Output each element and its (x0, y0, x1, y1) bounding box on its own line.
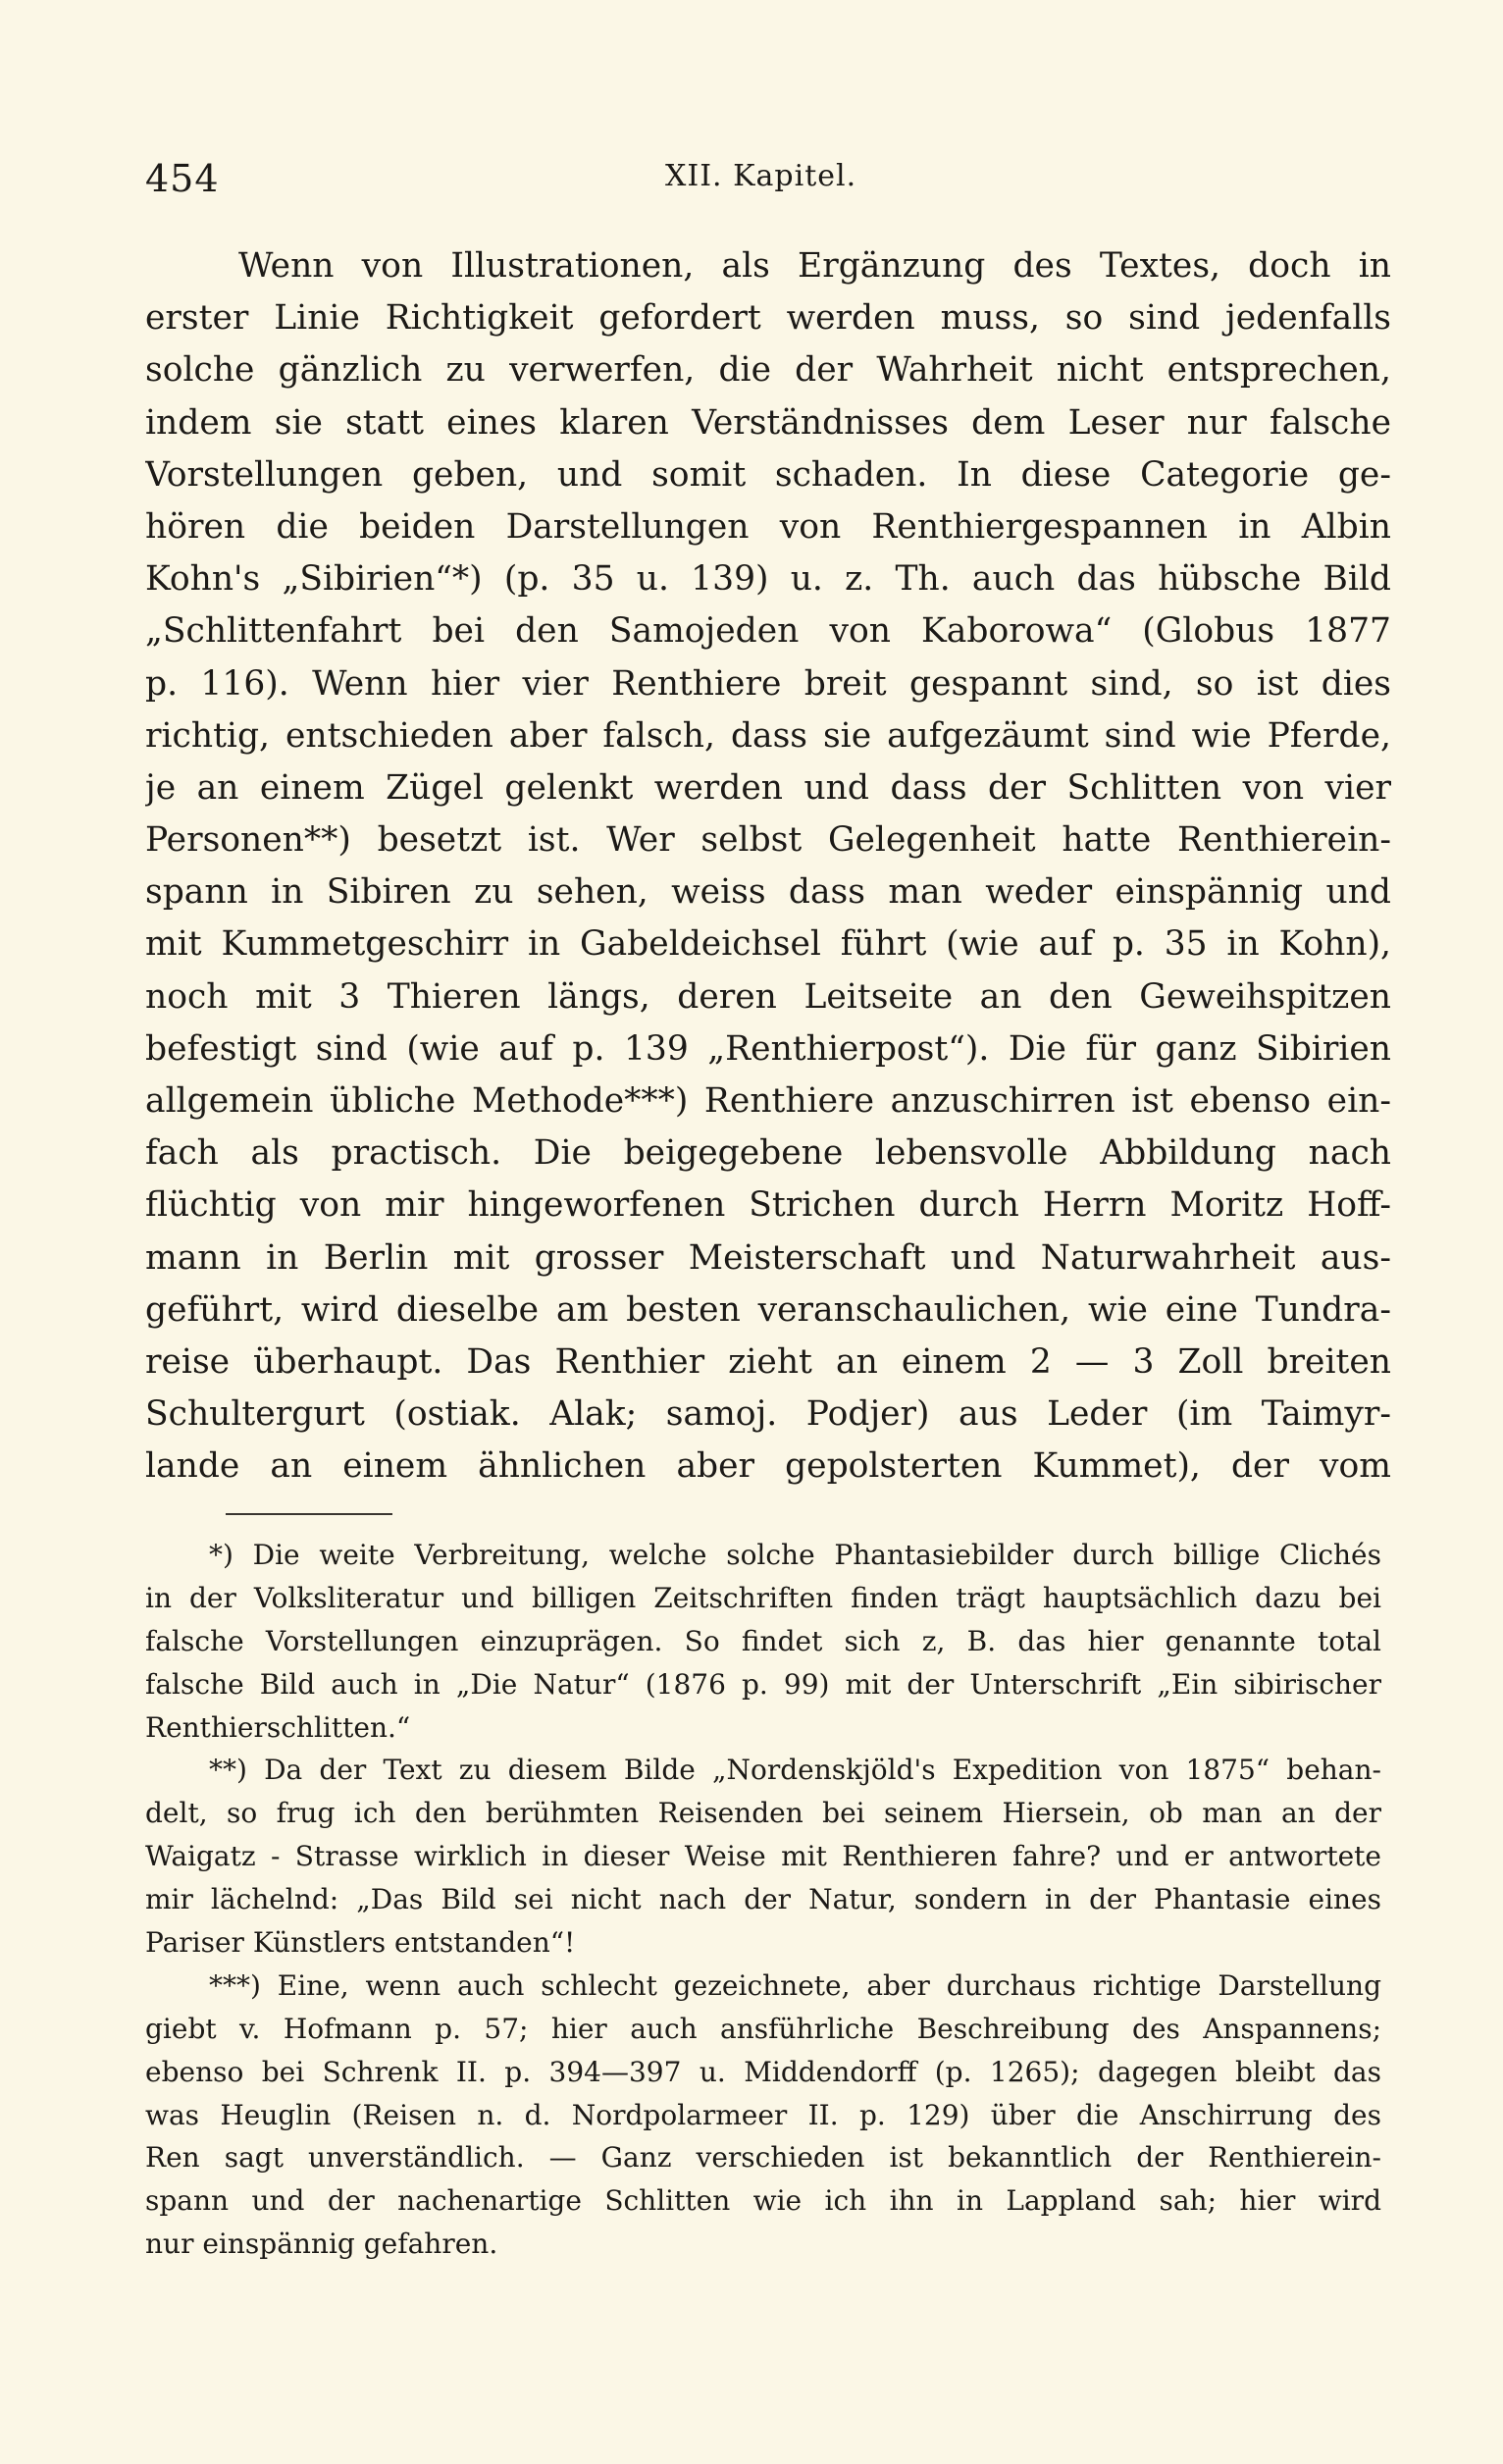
text-line: hören die beiden Darstellungen von Renthiergespannen in Albin (145, 506, 1391, 547)
text-line: Personen**) besetzt ist. Wer selbst Gelegenheit hatte Renthierein- (145, 820, 1391, 861)
text-line: Schultergurt (ostiak. Alak; samoj. Podjer) aus Leder (im Taimyr- (145, 1394, 1391, 1435)
text-line: Wenn von Illustrationen, als Ergänzung des Textes, doch in (238, 246, 1391, 286)
footnote-line: was Heuglin (Reisen n. d. Nordpolarmeer II. p. 129) über die Anschirrung des (145, 2098, 1381, 2131)
footnote-line: ***) Eine, wenn auch schlecht gezeichnete, aber durchaus richtige Darstellung (209, 1968, 1381, 2002)
text-line: je an einem Zügel gelenkt werden und dass der Schlitten von vier (145, 767, 1391, 808)
running-head: XII. Kapitel. (665, 159, 857, 193)
footnote-line: giebt v. Hofmann p. 57; hier auch ansführliche Beschreibung des Anspannens; (145, 2012, 1381, 2045)
footnote-line: Pariser Künstlers entstanden“! (145, 1926, 576, 1960)
text-line: Vorstellungen geben, und somit schaden. In diese Categorie ge- (145, 454, 1391, 495)
text-line: spann in Sibiren zu sehen, weiss dass man weder einspännig und (145, 872, 1391, 913)
footnote-line: Ren sagt unverständlich. — Ganz verschieden ist bekanntlich der Renthierein- (145, 2141, 1381, 2175)
footnote-line: Renthierschlitten.“ (145, 1710, 411, 1744)
text-line: lande an einem ähnlichen aber gepolsterten Kummet), der vom (145, 1446, 1391, 1487)
text-line: richtig, entschieden aber falsch, dass sie aufgezäumt sind wie Pferde, (145, 715, 1391, 756)
text-line: geführt, wird dieselbe am besten veranschaulichen, wie eine Tundra- (145, 1289, 1391, 1330)
text-line: „Schlittenfahrt bei den Samojeden von Kaborowa“ (Globus 1877 (145, 611, 1391, 652)
text-line: reise überhaupt. Das Renthier zieht an einem 2 — 3 Zoll breiten (145, 1341, 1391, 1382)
footnote-line: spann und der nachenartige Schlitten wie ich ihn in Lappland sah; hier wird (145, 2184, 1381, 2218)
text-line: fach als practisch. Die beigegebene lebensvolle Abbildung nach (145, 1133, 1391, 1174)
footnote-line: falsche Vorstellungen einzuprägen. So findet sich z, B. das hier genannte total (145, 1624, 1381, 1657)
text-line: solche gänzlich zu verwerfen, die der Wahrheit nicht entsprechen, (145, 350, 1391, 391)
main-text (145, 240, 1391, 1494)
text-line: Kohn's „Sibirien“*) (p. 35 u. 139) u. z. Th. auch das hübsche Bild (145, 559, 1391, 600)
text-line: noch mit 3 Thieren längs, deren Leitseite an den Geweihspitzen (145, 976, 1391, 1017)
footnote-line: Waigatz - Strasse wirklich in dieser Weise mit Renthieren fahre? und er antwortete (145, 1840, 1381, 1873)
footnote-line: ebenso bei Schrenk II. p. 394—397 u. Middendorff (p. 1265); dagegen bleibt das (145, 2055, 1381, 2088)
text-line: mit Kummetgeschirr in Gabeldeichsel führt (wie auf p. 35 in Kohn), (145, 924, 1391, 965)
text-line: befestigt sind (wie auf p. 139 „Renthierpost“). Die für ganz Sibirien (145, 1028, 1391, 1069)
footnote-line: mir lächelnd: „Das Bild sei nicht nach der Natur, sondern in der Phantasie eines (145, 1883, 1381, 1916)
footnote-line: *) Die weite Verbreitung, welche solche Phantasiebilder durch billige Clichés (209, 1539, 1381, 1571)
footnotes (145, 1534, 1381, 2266)
footnote-line: delt, so frug ich den berühmten Reisenden bei seinem Hiersein, ob man an der (145, 1797, 1381, 1830)
text-line: allgemein übliche Methode***) Renthiere anzuschirren ist ebenso ein- (145, 1081, 1391, 1121)
footnote-line: nur einspännig gefahren. (145, 2228, 498, 2261)
footnote-line: **) Da der Text zu diesem Bilde „Nordenskjöld's Expedition von 1875“ behan- (209, 1754, 1381, 1787)
text-line: flüchtig von mir hingeworfenen Strichen durch Herrn Moritz Hoff- (145, 1185, 1391, 1226)
text-line: p. 116). Wenn hier vier Renthiere breit gespannt sind, so ist dies (145, 663, 1391, 704)
footnote-line: in der Volksliteratur und billigen Zeitschriften finden trägt hauptsächlich dazu bei (145, 1581, 1381, 1614)
page-header (145, 147, 1391, 206)
footnote-separator (226, 1513, 392, 1515)
text-line: mann in Berlin mit grosser Meisterschaft und Naturwahrheit aus- (145, 1237, 1391, 1278)
text-line: indem sie statt eines klaren Verständnisses dem Leser nur falsche (145, 402, 1391, 443)
footnote-line: falsche Bild auch in „Die Natur“ (1876 p. 99) mit der Unterschrift „Ein sibirischer (145, 1667, 1381, 1701)
text-line: erster Linie Richtigkeit gefordert werden muss, so sind jedenfalls (145, 298, 1391, 339)
page-number: 454 (145, 157, 220, 200)
